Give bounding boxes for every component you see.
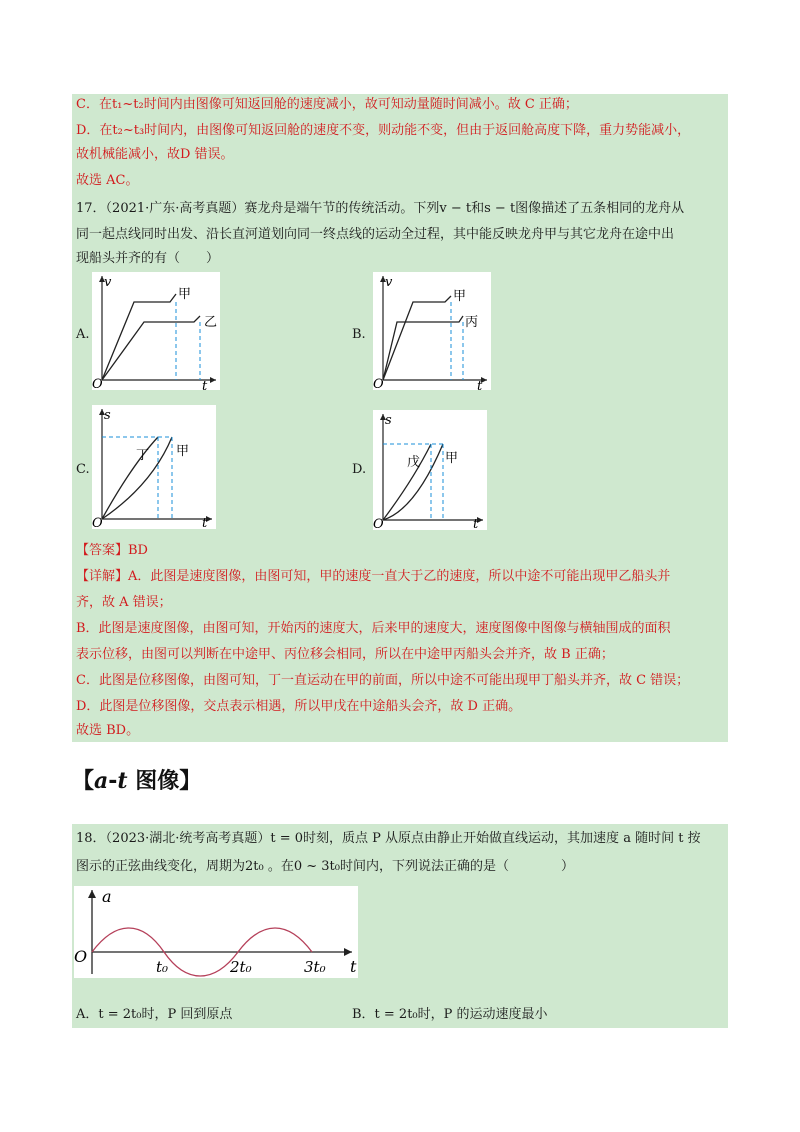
- curve-yi: [102, 316, 200, 380]
- sol17-detail-line1: 【详解】A．此图是速度图像，由图可知，甲的速度一直大于乙的速度，所以中途不可能出现甲乙船头并: [76, 569, 671, 584]
- sol17-detail-line2: 齐，故 A 错误；: [76, 595, 172, 610]
- sol17-detail-line4: 表示位移，由图可以判断在中途甲、丙位移会相同，所以在中途甲丙船头会并齐，故 B 正确；: [76, 647, 614, 662]
- svg-text:丙: 丙: [465, 315, 479, 330]
- q17-stem-line2: 同一起点线同时出发、沿长直河道划向同一终点线的运动全过程，其中能反映龙舟甲与其它龙舟在途中出: [76, 227, 675, 242]
- svg-text:O: O: [92, 516, 103, 529]
- section-heading-a-t: 【a-t 图像】: [72, 768, 202, 794]
- q17-option-a-label: A.: [76, 327, 90, 342]
- q18-option-b: B．t = 2t₀时，P 的运动速度最小: [352, 1007, 548, 1022]
- sol17-conclusion: 故选 BD。: [76, 723, 140, 738]
- svg-text:O: O: [373, 377, 384, 390]
- x-axis-label: t: [202, 379, 208, 390]
- sol16-answer: 故选 AC。: [76, 173, 139, 188]
- svg-text:甲: 甲: [176, 444, 190, 459]
- q17-option-b-label: B.: [352, 327, 366, 342]
- y-axis-label: v: [104, 275, 112, 290]
- sol16-option-c: C．在t₁~t₂时间内由图像可知返回舱的速度减小，故可知动量随时间减小。故 C 正确；: [76, 97, 578, 112]
- svg-text:s: s: [385, 413, 392, 428]
- q17-graph-b: [373, 272, 491, 390]
- sol16-option-d-line2: 故机械能减小，故D 错误。: [76, 147, 234, 162]
- q17-graph-c: [92, 405, 216, 529]
- svg-text:2t₀: 2t₀: [230, 958, 252, 976]
- q18-stem-line1: 18．（2023·湖北·统考高考真题）t = 0时刻，质点 P 从原点由静止开始做直线运动，其加速度 a 随时间 t 按: [76, 831, 701, 846]
- svg-text:3t₀: 3t₀: [304, 958, 326, 976]
- curve-yi-label: 乙: [204, 315, 218, 330]
- sol17-detail-line3: B．此图是速度图像，由图可知，开始丙的速度大，后来甲的速度大，速度图像中图像与横轴围成的面积: [76, 621, 671, 636]
- svg-text:戊: 戊: [407, 455, 421, 470]
- q18-option-a: A．t = 2t₀时，P 回到原点: [76, 1007, 233, 1022]
- sol17-detail-line5: C．此图是位移图像，由图可知，丁一直运动在甲的前面，所以中途不可能出现甲丁船头并齐，故 C 错误；: [76, 673, 690, 688]
- q17-graph-a: [92, 272, 220, 390]
- origin-label: O: [74, 947, 88, 966]
- sol16-option-d-line1: D．在t₂~t₃时间内，由图像可知返回舱的速度不变，则动能不变，但由于返回舱高度下降，重力势能减小，: [76, 123, 691, 138]
- svg-text:丁: 丁: [136, 448, 150, 463]
- svg-text:O: O: [373, 517, 384, 530]
- svg-text:t: t: [202, 516, 208, 529]
- q17-stem-line3: 现船头并齐的有（ ）: [76, 251, 220, 266]
- svg-text:t: t: [477, 379, 483, 390]
- q17-option-d-label: D.: [352, 462, 367, 477]
- svg-text:t: t: [473, 517, 479, 530]
- svg-text:甲: 甲: [453, 289, 467, 304]
- a-axis-label: a: [102, 887, 112, 906]
- svg-text:v: v: [385, 275, 393, 290]
- sol17-detail-line6: D．此图是位移图像，交点表示相遇，所以甲戊在中途船头会齐，故 D 正确。: [76, 699, 522, 714]
- curve-jia: [102, 294, 176, 380]
- q18-stem-line2: 图示的正弦曲线变化，周期为2t₀ 。在0 ~ 3t₀时间内，下列说法正确的是（ ）: [76, 859, 574, 874]
- sol17-answer: 【答案】BD: [76, 543, 148, 558]
- q17-option-c-label: C.: [76, 462, 90, 477]
- curve-jia-label: 甲: [178, 287, 192, 302]
- origin-label: O: [92, 377, 103, 390]
- svg-text:s: s: [104, 408, 111, 423]
- t-axis-label: t: [350, 957, 357, 976]
- q18-sine-graph: [74, 886, 358, 978]
- q17-graph-d: [373, 410, 487, 530]
- q17-stem-line1: 17．（2021·广东·高考真题）赛龙舟是端午节的传统活动。下列v − t和s − t图像描述了五条相同的龙舟从: [76, 201, 685, 216]
- svg-text:t₀: t₀: [156, 958, 169, 976]
- svg-text:甲: 甲: [445, 451, 459, 466]
